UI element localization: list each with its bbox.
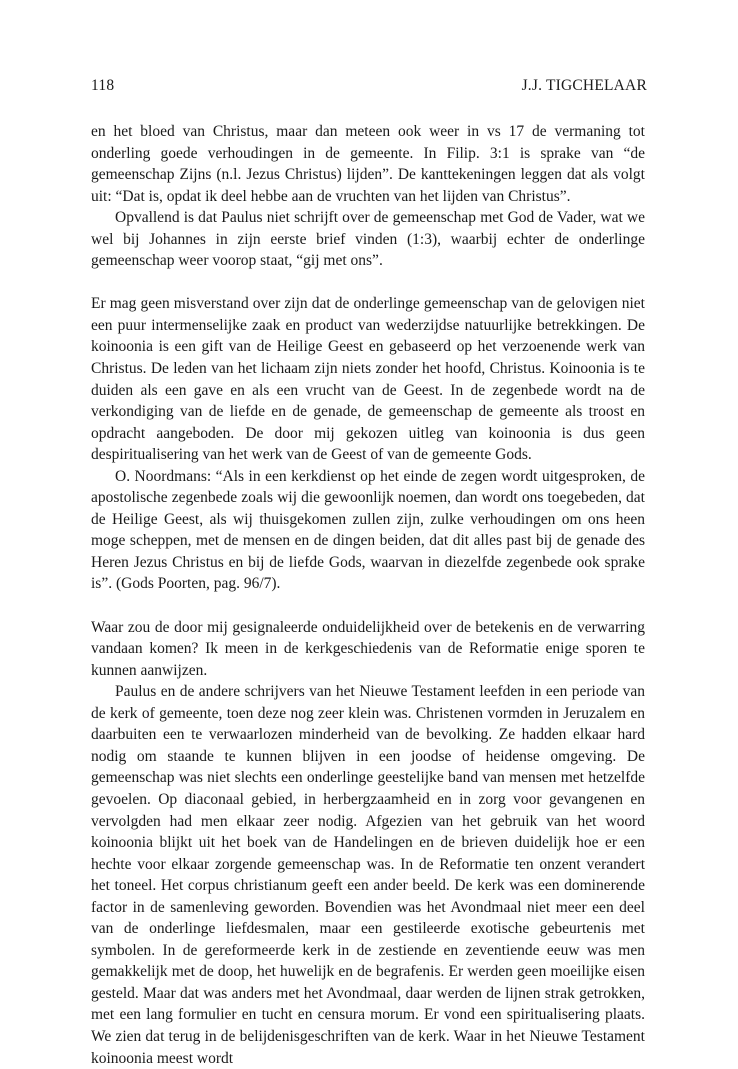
quote-paragraph: O. Noordmans: “Als in een kerkdienst op het einde de zegen wordt uitgesproken, de apostolische zegenbede zoals wij die gewoonlijk noemen, dan wordt ons toegebeden, dat de Heilige Geest, als wij thuisgekomen zullen zijn, zulke verhoudingen om ons heen moge scheppen, met de mensen en de dingen beiden, dat dit alles past bij de genade des Heren Jezus Christus en bij de liefde Gods, waarvan in diezelfde zegenbede ook sprake is”. (Gods Poorten, pag. 96/7).	[91, 467, 645, 593]
paragraph: en het bloed van Christus, maar dan meteen ook weer in vs 17 de vermaning tot onderling goede verhoudingen in de gemeente. In Filip. 3:1 is sprake van “de gemeenschap Zijns (n.l. Jezus Christus) lijden”. De kanttekeningen leggen dat als volgt uit: “Dat is, opdat ik deel hebbe aan de vruchten van het lijden van Christus”.	[91, 123, 645, 205]
running-title: J.J. TIGCHELAAR	[521, 77, 647, 94]
paragraph: Er mag geen misverstand over zijn dat de onderlinge gemeenschap van de gelovigen niet een puur intermenselijke zaak en product van wederzijdse natuurlijke betrekkingen. De koinoonia is een gift van de Heilige Geest en gebaseerd op het verzoenende werk van Christus. De leden van het lichaam zijn niets zonder het hoofd, Christus. Koinoonia is te duiden als een gave en als een vrucht van de Geest. In de zegenbede wordt na de verkondiging van de liefde en de genade, de gemeenschap de gemeente als troost en opdracht aangeboden. De door mij gekozen uitleg van koinoonia is dus geen despiritualisering van het werk van de Geest of van de gemeente Gods.	[91, 295, 645, 464]
body-text	[91, 121, 645, 1069]
paragraph: Paulus en de andere schrijvers van het Nieuwe Testament leefden in een periode van de kerk of gemeente, toen deze nog zeer klein was. Christenen vormden in Jeruzalem en daarbuiten een te verwaarlozen minderheid van de bevolking. Ze hadden elkaar hard nodig om staande te kunnen blijven in een joodse of heidense omgeving. De gemeenschap was niet slechts een onderlinge geestelijke band van mensen met hetzelfde gevoelen. Op diaconaal gebied, in herbergzaamheid en in zorg voor gevangenen en vervolgden had men elkaar zeer nodig. Afgezien van het gebruik van het woord koinoonia blijkt uit het boek van de Handelingen en de brieven duidelijk hoe er een hechte voor elkaar zorgende gemeenschap was. In de Reformatie ten onzent verandert het toneel. Het corpus christianum geeft een ander beeld. De kerk was een dominerende factor in de samenleving geworden. Bovendien was het Avondmaal niet meer een deel van de onderlinge liefdesmalen, maar een gestileerde exotische gebeurtenis met symbolen. In de gereformeerde kerk in de zestiende en zeventiende eeuw was men gemakkelijk met de doop, het huwelijk en de begrafenis. Er werden geen moeilijke eisen gesteld. Maar dat was anders met het Avondmaal, daar werden de lijnen strak getrokken, met een lang formulier en tucht en censura morum. Er vond een spiritualisering plaats. We zien dat terug in de belijdenisgeschriften van de kerk. Waar in het Nieuwe Testament koinoonia meest wordt	[91, 683, 645, 1067]
page-header	[91, 76, 647, 96]
paragraph: Opvallend is dat Paulus niet schrijft over de gemeenschap met God de Vader, wat we wel bij Johannes in zijn eerste brief vinden (1:3), waarbij echter de onderlinge gemeenschap weer voorop staat, “gij met ons”.	[91, 209, 645, 270]
paragraph: Waar zou de door mij gesignaleerde onduidelijkheid over de betekenis en de verwarring vandaan komen? Ik meen in de kerkgeschiedenis van de Reformatie enige sporen te kunnen aanwijzen.	[91, 618, 645, 679]
page-number: 118	[91, 77, 115, 94]
